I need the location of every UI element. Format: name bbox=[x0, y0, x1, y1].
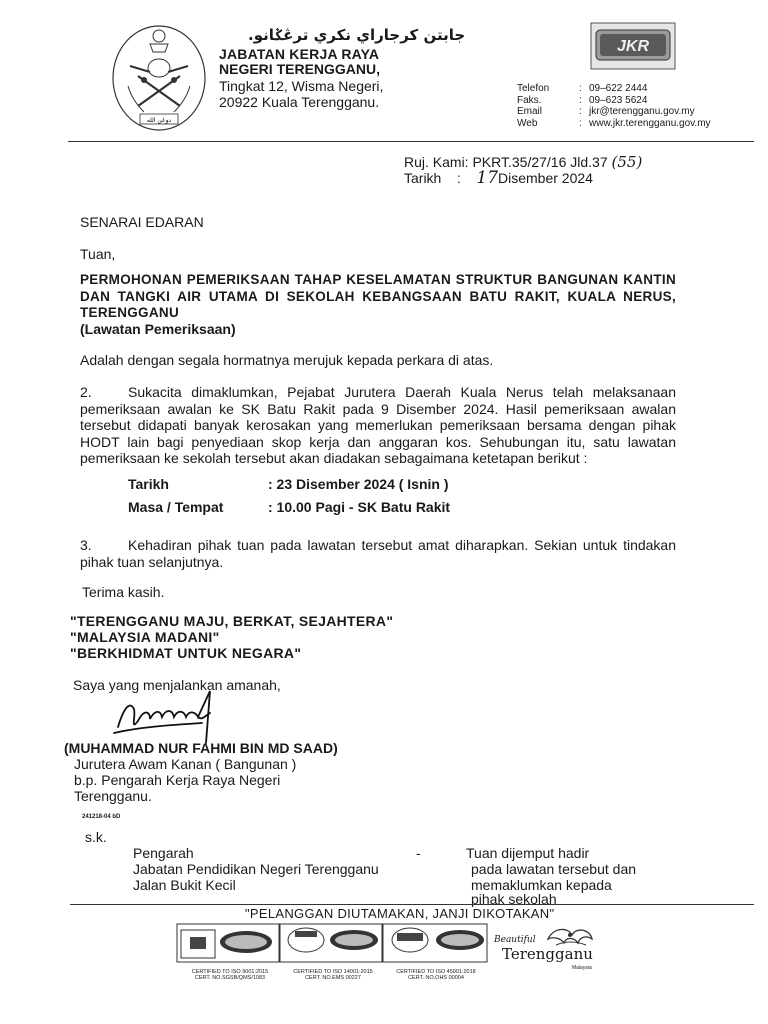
cc-note-3: memaklumkan kepada bbox=[471, 877, 612, 893]
signatory-title-2: b.p. Pengarah Kerja Raya Negeri bbox=[74, 772, 281, 788]
jawi-org-name: جابتن كرجاراي نكري ترڠݢانو. bbox=[248, 26, 466, 44]
contact-label: Web bbox=[517, 117, 538, 129]
address-line2: 20922 Kuala Terengganu. bbox=[219, 94, 380, 110]
cert-no-1: CERT. NO.SGSB/QMS/1083 bbox=[194, 975, 266, 981]
letter-date bbox=[404, 168, 593, 188]
motto-1: "TERENGGANU MAJU, BERKAT, SEJAHTERA" bbox=[70, 613, 394, 629]
fax-value: 09–623 5624 bbox=[589, 94, 648, 106]
visit-place-value: : 10.00 Pagi - SK Batu Rakit bbox=[268, 499, 451, 515]
address-line1: Tingkat 12, Wisma Negeri, bbox=[219, 78, 384, 94]
jkr-logo-text: JKR bbox=[616, 38, 650, 55]
cc-recipient-2: Jabatan Pendidikan Negeri Terengganu bbox=[133, 861, 379, 877]
document-code: 241218-04 bD bbox=[82, 814, 121, 820]
signatory-title-1: Jurutera Awam Kanan ( Bangunan ) bbox=[74, 756, 297, 772]
footer-slogan: "PELANGGAN DIUTAMAKAN, JANJI DIKOTAKAN" bbox=[245, 906, 555, 921]
visit-place-label: Masa / Tempat bbox=[128, 499, 224, 515]
subject-sub: (Lawatan Pemeriksaan) bbox=[80, 321, 236, 337]
cert-caption-2: CERTIFIED TO ISO 14001:2015 bbox=[293, 969, 373, 975]
paragraph-3-number: 3. bbox=[80, 537, 92, 553]
email-value: jkr@terengganu.gov.my bbox=[589, 106, 695, 117]
footer-divider bbox=[70, 904, 754, 905]
header-divider bbox=[68, 141, 754, 142]
org-name-line2: NEGERI TERENGGANU, bbox=[219, 61, 381, 77]
contact-label: Faks. bbox=[517, 94, 542, 106]
contact-info: Telefon : 09–622 2444 Faks. : 09–623 5624 Email : jkr@terengganu.gov.my Web : www.jkr.terengganu.gov.my bbox=[517, 83, 711, 129]
cc-note-1: Tuan dijemput hadir bbox=[466, 845, 590, 861]
distribution-heading: SENARAI EDARAN bbox=[80, 214, 204, 230]
terengganu-label: Terengganu bbox=[502, 945, 593, 963]
certification-logo-image bbox=[176, 922, 488, 968]
paragraph-2: Sukacita dimaklumkan, Pejabat Jurutera Daerah Kuala Nerus telah melaksanaan pemeriksaan awalan ke SK Batu Rakit pada 9 Disember 2024. Hasil pemeriksaan awalan tersebut didapati banyak kerosakan yang memerlukan pemeriksaan bersama dengan pihak HODT lain bagi penyediaan skop kerja dan anggaran kos. Sehubungan itu, satu lawatan pemeriksaan ke sekolah tersebut akan diadakan sebagaimana ketetapan berikut : bbox=[80, 384, 676, 466]
beautiful-label: Beautiful bbox=[494, 935, 536, 945]
closing: Saya yang menjalankan amanah, bbox=[73, 677, 281, 693]
contact-label: Telefon bbox=[517, 83, 550, 94]
visit-date-label: Tarikh bbox=[128, 476, 169, 492]
paragraph-1: Adalah dengan segala hormatnya merujuk kepada perkara di atas. bbox=[80, 352, 494, 368]
signatory-title-3: Terengganu. bbox=[74, 788, 152, 804]
signatory-name: (MUHAMMAD NUR FAHMI BIN MD SAAD) bbox=[64, 740, 338, 756]
cc-dash: - bbox=[416, 845, 421, 861]
date-label: Tarikh bbox=[404, 170, 442, 186]
certification-logos bbox=[176, 922, 488, 981]
salutation: Tuan, bbox=[80, 246, 116, 262]
state-crest-logo bbox=[110, 20, 208, 132]
date-rest: Disember 2024 bbox=[498, 170, 593, 186]
contact-label: Email bbox=[517, 106, 543, 117]
org-name-line1: JABATAN KERJA RAYA bbox=[219, 46, 380, 62]
beautiful-terengganu-logo bbox=[494, 925, 606, 973]
cc-note-4: pihak sekolah bbox=[471, 891, 557, 907]
date-colon: : bbox=[456, 170, 461, 186]
date-day-handwritten: 17 bbox=[476, 168, 499, 188]
cert-caption-3: CERTIFIED TO ISO 45001:2018 bbox=[396, 969, 476, 975]
cert-caption-1: CERTIFIED TO ISO 9001:2015 bbox=[191, 969, 269, 975]
crest-caption: دوڠن الله bbox=[146, 117, 172, 124]
cc-recipient-3: Jalan Bukit Kecil bbox=[133, 877, 236, 893]
reference-label: Ruj. Kami: PKRT.35/27/16 Jld.37 bbox=[404, 154, 608, 170]
web-value: www.jkr.terengganu.gov.my bbox=[589, 117, 711, 129]
thanks: Terima kasih. bbox=[82, 584, 165, 600]
cc-label: s.k. bbox=[85, 829, 107, 845]
cert-no-3: CERT. NO.OHS 00004 bbox=[408, 975, 464, 981]
malaysia-label: Malaysia bbox=[572, 965, 592, 971]
motto-2: "MALAYSIA MADANI" bbox=[70, 629, 220, 645]
motto-3: "BERKHIDMAT UNTUK NEGARA" bbox=[70, 645, 302, 661]
visit-date-value: : 23 Disember 2024 ( Isnin ) bbox=[268, 476, 449, 492]
cc-note-2: pada lawatan tersebut dan bbox=[471, 861, 637, 877]
reference-handwritten-no: (55) bbox=[611, 153, 643, 171]
phone-value: 09–622 2444 bbox=[589, 83, 648, 94]
paragraph-3: Kehadiran pihak tuan pada lawatan tersebut amat diharapkan. Sekian untuk tindakan pihak tuan selanjutnya. bbox=[80, 537, 676, 570]
cc-recipient-1: Pengarah bbox=[133, 845, 194, 861]
jkr-logo bbox=[590, 22, 676, 70]
letter-subject: PERMOHONAN PEMERIKSAAN TAHAP KESELAMATAN STRUKTUR BANGUNAN KANTIN DAN TANGKI AIR UTAMA DI SEKOLAH KEBANGSAAN BATU RAKIT, KUALA NERUS, TERENGGANU bbox=[80, 272, 676, 320]
cert-no-2: CERT. NO.EMS 00227 bbox=[305, 975, 361, 981]
paragraph-2-number: 2. bbox=[80, 384, 92, 400]
